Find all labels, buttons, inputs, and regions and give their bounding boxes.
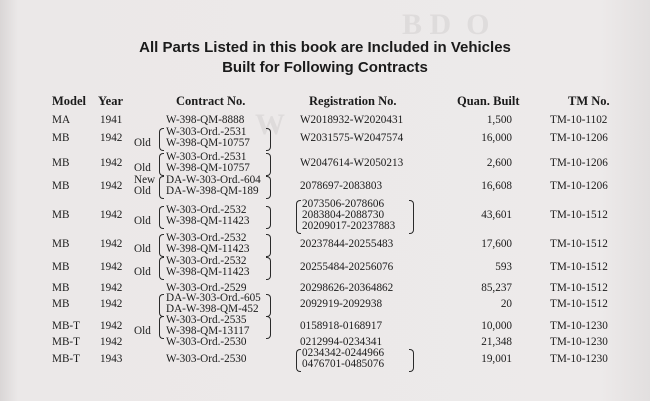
contract-number: W-303-Ord.-2529 [166, 282, 247, 294]
quantity-cell: 43,601 [481, 209, 512, 221]
quantity-cell: 593 [495, 260, 512, 273]
contract-brace [159, 176, 164, 199]
registration-brace [409, 349, 414, 372]
model-cell: MB-T [52, 319, 80, 332]
year-cell: 1942 [100, 237, 123, 250]
model-cell: MB-T [52, 336, 80, 348]
contract-number: W-303-Ord.-2532 [166, 255, 247, 267]
header-year: Year [98, 94, 123, 108]
contract-brace [266, 153, 271, 176]
contract-number: W-303-Ord.-2531 [166, 151, 247, 163]
contract-brace [159, 294, 164, 317]
tm-number-cell: TM-10-1102 [550, 114, 608, 126]
model-cell: MB [52, 179, 70, 192]
contract-brace [266, 206, 271, 229]
year-cell: 1942 [100, 209, 123, 221]
quantity-cell: 16,608 [481, 179, 512, 192]
tm-number-cell: TM-10-1512 [550, 209, 608, 221]
tm-number-cell: TM-10-1206 [550, 179, 608, 192]
header-tm: TM No. [568, 94, 610, 108]
tm-number-cell: TM-10-1512 [550, 282, 608, 294]
contract-brace [266, 316, 271, 339]
quantity-cell: 19,001 [481, 352, 512, 365]
page-title-line-1: All Parts Listed in this book are Included in Vehicles [139, 39, 511, 56]
contract-number: DA-W-398-QM-452 [166, 303, 259, 315]
contract-number: W-398-QM-8888 [166, 114, 245, 126]
contract-number: DA-W-303-Ord.-604 [166, 174, 261, 186]
contract-number: DA-W-303-Ord.-605 [166, 292, 261, 304]
model-cell: MB [52, 131, 70, 144]
header-contract: Contract No. [176, 94, 246, 108]
registration-number: 0234342-0244966 [302, 347, 385, 359]
contract-number: W-398-QM-10757 [166, 137, 250, 149]
registration-number: 0212994-0234341 [300, 336, 383, 348]
year-cell: 1942 [100, 336, 123, 348]
contract-brace [159, 128, 164, 151]
contract-number: DA-W-398-QM-189 [166, 185, 259, 197]
contract-brace [159, 206, 164, 229]
registration-number: 20255484-20256076 [300, 260, 394, 273]
contract-number: W-303-Ord.-2532 [166, 232, 247, 244]
contract-tag: New [134, 174, 156, 186]
quantity-cell: 85,237 [481, 282, 512, 294]
model-cell: MB [52, 237, 70, 250]
bleed-through-text: B D O [402, 8, 490, 41]
quantity-cell: 1,500 [486, 114, 512, 126]
contract-brace [266, 234, 271, 257]
contract-number: W-398-QM-11423 [166, 214, 250, 227]
model-cell: MB [52, 297, 70, 310]
model-cell: MB-T [52, 352, 80, 365]
registration-number: 20209017-20237883 [302, 220, 396, 232]
model-cell: MB [52, 209, 70, 221]
year-cell: 1942 [100, 282, 123, 294]
registration-number: 2083804-2088730 [302, 209, 385, 221]
contract-number: W-303-Ord.-2532 [166, 203, 247, 216]
registration-number: 2092919-2092938 [300, 297, 383, 310]
year-cell: 1942 [100, 179, 123, 192]
registration-number: 0476701-0485076 [302, 358, 385, 370]
contract-tag: Old [134, 185, 151, 197]
year-cell: 1942 [100, 131, 123, 144]
year-cell: 1942 [100, 297, 123, 310]
contract-number: W-398-QM-13117 [166, 325, 250, 337]
tm-number-cell: TM-10-1230 [550, 319, 608, 332]
contract-brace [159, 257, 164, 280]
header-quantity: Quan. Built [457, 94, 520, 108]
quantity-cell: 2,600 [486, 156, 512, 169]
contract-brace [159, 153, 164, 176]
contract-number: W-303-Ord.-2531 [166, 126, 247, 138]
tm-number-cell: TM-10-1206 [550, 131, 608, 144]
contract-brace [266, 294, 271, 317]
tm-number-cell: TM-10-1512 [550, 260, 608, 273]
contract-tag: Old [134, 162, 151, 174]
model-cell: MB [52, 260, 70, 273]
contract-number: W-398-QM-11423 [166, 243, 250, 255]
quantity-cell: 17,600 [481, 237, 512, 250]
page-title-line-2: Built for Following Contracts [222, 59, 428, 76]
contract-tag: Old [134, 266, 151, 278]
registration-number: 20237844-20255483 [300, 237, 394, 250]
quantity-cell: 21,348 [481, 336, 512, 348]
tm-number-cell: TM-10-1230 [550, 336, 608, 348]
contract-brace [159, 316, 164, 339]
contract-brace [266, 128, 271, 151]
registration-brace [296, 200, 301, 234]
year-cell: 1943 [100, 352, 123, 365]
tm-number-cell: TM-10-1206 [550, 156, 608, 169]
registration-number: 2073506-2078606 [302, 198, 385, 210]
registration-number: 20298626-20364862 [300, 282, 394, 294]
contract-tag: Old [134, 243, 151, 255]
tm-number-cell: TM-10-1512 [550, 297, 608, 310]
model-cell: MB [52, 282, 70, 294]
contract-number: W-398-QM-10757 [166, 162, 250, 174]
registration-number: 2078697-2083803 [300, 179, 383, 192]
year-cell: 1942 [100, 319, 123, 332]
contract-tag: Old [134, 214, 151, 227]
model-cell: MB [52, 156, 70, 169]
contract-brace [266, 176, 271, 199]
header-registration: Registration No. [309, 94, 397, 108]
tm-number-cell: TM-10-1512 [550, 237, 608, 250]
year-cell: 1942 [100, 260, 123, 273]
contract-number: W-398-QM-11423 [166, 266, 250, 278]
quantity-cell: 16,000 [481, 131, 512, 144]
contract-tag: Old [134, 325, 151, 337]
quantity-cell: 10,000 [481, 319, 512, 332]
quantity-cell: 20 [500, 297, 512, 310]
model-cell: MA [52, 114, 71, 126]
tm-number-cell: TM-10-1230 [550, 352, 608, 365]
contract-tag: Old [134, 137, 151, 149]
header-model: Model [52, 94, 87, 108]
contract-number: W-303-Ord.-2530 [166, 352, 247, 365]
registration-number: W2018932-W2020431 [300, 114, 404, 126]
registration-number: 0158918-0168917 [300, 319, 383, 332]
contract-number: W-303-Ord.-2530 [166, 336, 247, 348]
registration-number: W2031575-W2047574 [300, 131, 404, 144]
year-cell: 1941 [100, 114, 123, 126]
contract-brace [159, 234, 164, 257]
year-cell: 1942 [100, 156, 123, 169]
contract-number: W-303-Ord.-2535 [166, 314, 247, 326]
registration-brace [296, 349, 301, 372]
registration-brace [409, 200, 414, 234]
contract-brace [266, 257, 271, 280]
bleed-through-text: W [255, 108, 285, 141]
registration-number: W2047614-W2050213 [300, 156, 404, 169]
